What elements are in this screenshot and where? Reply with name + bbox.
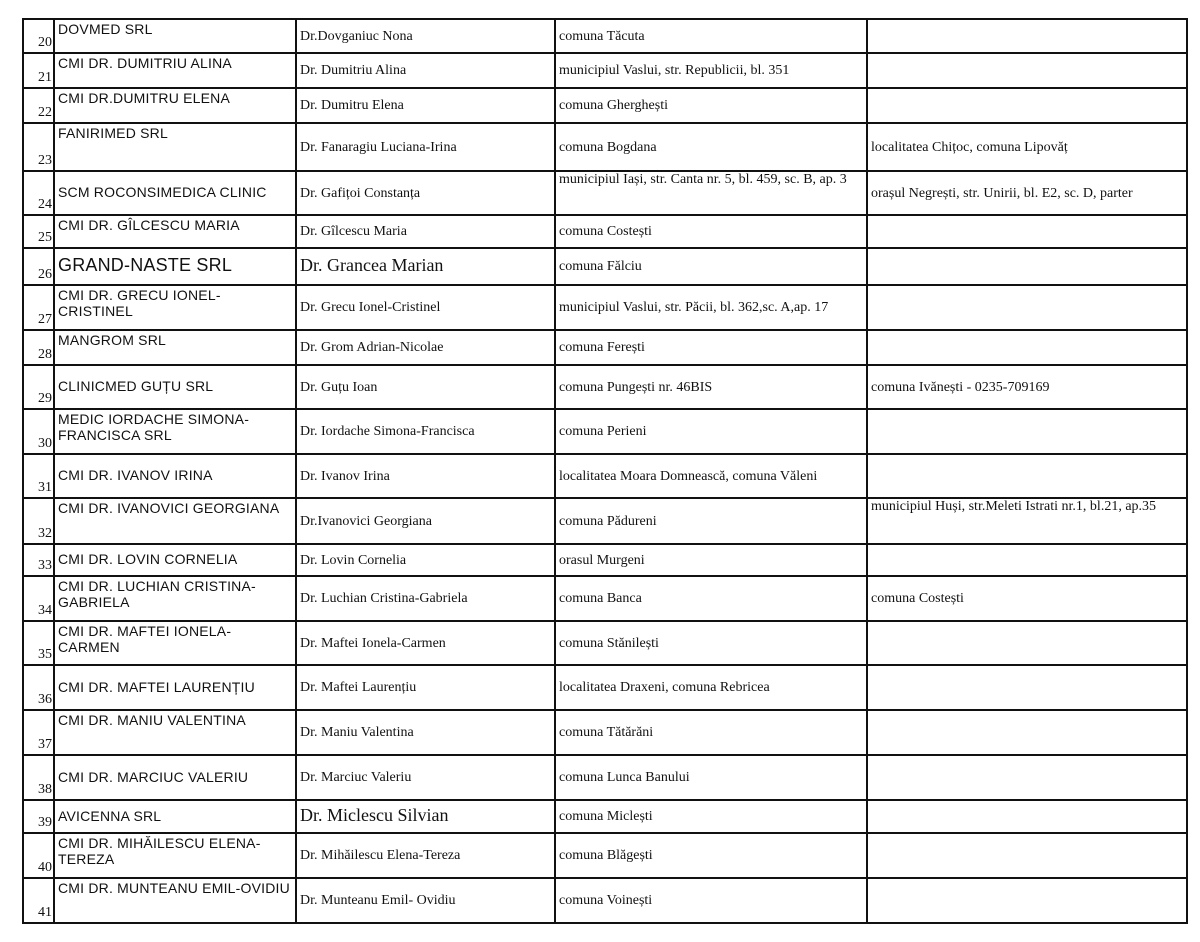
provider-name: GRAND-NASTE SRL bbox=[54, 248, 296, 285]
address: comuna Tăcuta bbox=[555, 19, 867, 53]
provider-name: CMI DR.DUMITRU ELENA bbox=[54, 88, 296, 123]
address: comuna Pungești nr. 46BIS bbox=[555, 365, 867, 409]
doctor-name: Dr. Lovin Cornelia bbox=[296, 544, 555, 576]
address: comuna Blăgești bbox=[555, 833, 867, 878]
doctor-name: Dr. Grom Adrian-Nicolae bbox=[296, 330, 555, 365]
secondary-location: comuna Ivănești - 0235-709169 bbox=[867, 365, 1187, 409]
table-row bbox=[23, 621, 1187, 665]
table-row bbox=[23, 454, 1187, 498]
provider-name: CMI DR. GRECU IONEL-CRISTINEL bbox=[54, 285, 296, 330]
address: comuna Stănilești bbox=[555, 621, 867, 665]
doctor-name: Dr. Luchian Cristina-Gabriela bbox=[296, 576, 555, 621]
provider-name: CLINICMED GUȚU SRL bbox=[54, 365, 296, 409]
provider-name: SCM ROCONSIMEDICA CLINIC bbox=[54, 171, 296, 215]
address: comuna Gherghești bbox=[555, 88, 867, 123]
doctor-name: Dr. Miclescu Silvian bbox=[296, 800, 555, 833]
doctor-name: Dr. Maftei Ionela-Carmen bbox=[296, 621, 555, 665]
row-number: 38 bbox=[23, 755, 54, 800]
doctor-name: Dr. Grancea Marian bbox=[296, 248, 555, 285]
row-number: 33 bbox=[23, 544, 54, 576]
secondary-location: localitatea Chițoc, comuna Lipovăț bbox=[867, 123, 1187, 171]
table-row bbox=[23, 710, 1187, 755]
provider-name: CMI DR. LUCHIAN CRISTINA-GABRIELA bbox=[54, 576, 296, 621]
secondary-location bbox=[867, 544, 1187, 576]
row-number: 22 bbox=[23, 88, 54, 123]
doctor-name: Dr. Dumitru Elena bbox=[296, 88, 555, 123]
doctor-name: Dr. Gîlcescu Maria bbox=[296, 215, 555, 248]
doctor-name: Dr. Marciuc Valeriu bbox=[296, 755, 555, 800]
secondary-location: municipiul Huși, str.Meleti Istrati nr.1, bl.21, ap.35 bbox=[867, 498, 1187, 544]
table-row bbox=[23, 498, 1187, 544]
provider-name: MEDIC IORDACHE SIMONA-FRANCISCA SRL bbox=[54, 409, 296, 454]
address: comuna Costești bbox=[555, 215, 867, 248]
table-row bbox=[23, 878, 1187, 923]
table-row bbox=[23, 248, 1187, 285]
row-number: 25 bbox=[23, 215, 54, 248]
row-number: 39 bbox=[23, 800, 54, 833]
secondary-location: orașul Negrești, str. Unirii, bl. E2, sc. D, parter bbox=[867, 171, 1187, 215]
provider-name: CMI DR. MAFTEI LAURENȚIU bbox=[54, 665, 296, 710]
table-row bbox=[23, 833, 1187, 878]
table-row bbox=[23, 285, 1187, 330]
address: comuna Miclești bbox=[555, 800, 867, 833]
address: comuna Fălciu bbox=[555, 248, 867, 285]
secondary-location bbox=[867, 248, 1187, 285]
row-number: 32 bbox=[23, 498, 54, 544]
doctor-name: Dr. Ivanov Irina bbox=[296, 454, 555, 498]
address: comuna Banca bbox=[555, 576, 867, 621]
secondary-location bbox=[867, 621, 1187, 665]
table-row bbox=[23, 544, 1187, 576]
providers-table bbox=[22, 18, 1188, 924]
table-row bbox=[23, 665, 1187, 710]
provider-name: CMI DR. IVANOV IRINA bbox=[54, 454, 296, 498]
address: comuna Perieni bbox=[555, 409, 867, 454]
address: comuna Lunca Banului bbox=[555, 755, 867, 800]
secondary-location bbox=[867, 330, 1187, 365]
address: comuna Ferești bbox=[555, 330, 867, 365]
address: comuna Bogdana bbox=[555, 123, 867, 171]
row-number: 20 bbox=[23, 19, 54, 53]
provider-name: CMI DR. MARCIUC VALERIU bbox=[54, 755, 296, 800]
address: comuna Tătărăni bbox=[555, 710, 867, 755]
secondary-location bbox=[867, 710, 1187, 755]
provider-name: CMI DR. GÎLCESCU MARIA bbox=[54, 215, 296, 248]
row-number: 29 bbox=[23, 365, 54, 409]
table-row bbox=[23, 171, 1187, 215]
provider-name: CMI DR. IVANOVICI GEORGIANA bbox=[54, 498, 296, 544]
secondary-location bbox=[867, 285, 1187, 330]
table-row bbox=[23, 755, 1187, 800]
table-row bbox=[23, 19, 1187, 53]
row-number: 40 bbox=[23, 833, 54, 878]
table-row bbox=[23, 88, 1187, 123]
row-number: 24 bbox=[23, 171, 54, 215]
address: comuna Pădureni bbox=[555, 498, 867, 544]
provider-name: MANGROM SRL bbox=[54, 330, 296, 365]
row-number: 41 bbox=[23, 878, 54, 923]
address: comuna Voinești bbox=[555, 878, 867, 923]
secondary-location bbox=[867, 409, 1187, 454]
provider-name: CMI DR. LOVIN CORNELIA bbox=[54, 544, 296, 576]
table-row bbox=[23, 409, 1187, 454]
provider-name: DOVMED SRL bbox=[54, 19, 296, 53]
secondary-location bbox=[867, 800, 1187, 833]
doctor-name: Dr. Guțu Ioan bbox=[296, 365, 555, 409]
table-row bbox=[23, 123, 1187, 171]
table-row bbox=[23, 576, 1187, 621]
address: orasul Murgeni bbox=[555, 544, 867, 576]
address: localitatea Draxeni, comuna Rebricea bbox=[555, 665, 867, 710]
table-row bbox=[23, 365, 1187, 409]
table-row bbox=[23, 330, 1187, 365]
table-row bbox=[23, 800, 1187, 833]
address: municipiul Vaslui, str. Păcii, bl. 362,sc. A,ap. 17 bbox=[555, 285, 867, 330]
provider-name: CMI DR. MUNTEANU EMIL-OVIDIU bbox=[54, 878, 296, 923]
secondary-location bbox=[867, 454, 1187, 498]
secondary-location: comuna Costești bbox=[867, 576, 1187, 621]
row-number: 34 bbox=[23, 576, 54, 621]
secondary-location bbox=[867, 878, 1187, 923]
doctor-name: Dr. Maftei Laurențiu bbox=[296, 665, 555, 710]
doctor-name: Dr. Maniu Valentina bbox=[296, 710, 555, 755]
doctor-name: Dr. Munteanu Emil- Ovidiu bbox=[296, 878, 555, 923]
doctor-name: Dr. Dumitriu Alina bbox=[296, 53, 555, 88]
provider-name: CMI DR. MIHĂILESCU ELENA-TEREZA bbox=[54, 833, 296, 878]
address: municipiul Iași, str. Canta nr. 5, bl. 459, sc. B, ap. 3 bbox=[555, 171, 867, 215]
secondary-location bbox=[867, 755, 1187, 800]
doctor-name: Dr. Gafițoi Constanța bbox=[296, 171, 555, 215]
doctor-name: Dr.Dovganiuc Nona bbox=[296, 19, 555, 53]
row-number: 28 bbox=[23, 330, 54, 365]
secondary-location bbox=[867, 88, 1187, 123]
secondary-location bbox=[867, 19, 1187, 53]
row-number: 21 bbox=[23, 53, 54, 88]
address: municipiul Vaslui, str. Republicii, bl. 351 bbox=[555, 53, 867, 88]
doctor-name: Dr.Ivanovici Georgiana bbox=[296, 498, 555, 544]
row-number: 36 bbox=[23, 665, 54, 710]
provider-name: CMI DR. DUMITRIU ALINA bbox=[54, 53, 296, 88]
secondary-location bbox=[867, 53, 1187, 88]
secondary-location bbox=[867, 215, 1187, 248]
secondary-location bbox=[867, 665, 1187, 710]
row-number: 37 bbox=[23, 710, 54, 755]
doctor-name: Dr. Fanaragiu Luciana-Irina bbox=[296, 123, 555, 171]
row-number: 23 bbox=[23, 123, 54, 171]
provider-name: AVICENNA SRL bbox=[54, 800, 296, 833]
row-number: 35 bbox=[23, 621, 54, 665]
row-number: 30 bbox=[23, 409, 54, 454]
row-number: 26 bbox=[23, 248, 54, 285]
doctor-name: Dr. Iordache Simona-Francisca bbox=[296, 409, 555, 454]
doctor-name: Dr. Grecu Ionel-Cristinel bbox=[296, 285, 555, 330]
provider-name: CMI DR. MANIU VALENTINA bbox=[54, 710, 296, 755]
provider-name: FANIRIMED SRL bbox=[54, 123, 296, 171]
row-number: 31 bbox=[23, 454, 54, 498]
provider-name: CMI DR. MAFTEI IONELA-CARMEN bbox=[54, 621, 296, 665]
address: localitatea Moara Domnească, comuna Văleni bbox=[555, 454, 867, 498]
table-row bbox=[23, 53, 1187, 88]
doctor-name: Dr. Mihăilescu Elena-Tereza bbox=[296, 833, 555, 878]
secondary-location bbox=[867, 833, 1187, 878]
row-number: 27 bbox=[23, 285, 54, 330]
table-row bbox=[23, 215, 1187, 248]
